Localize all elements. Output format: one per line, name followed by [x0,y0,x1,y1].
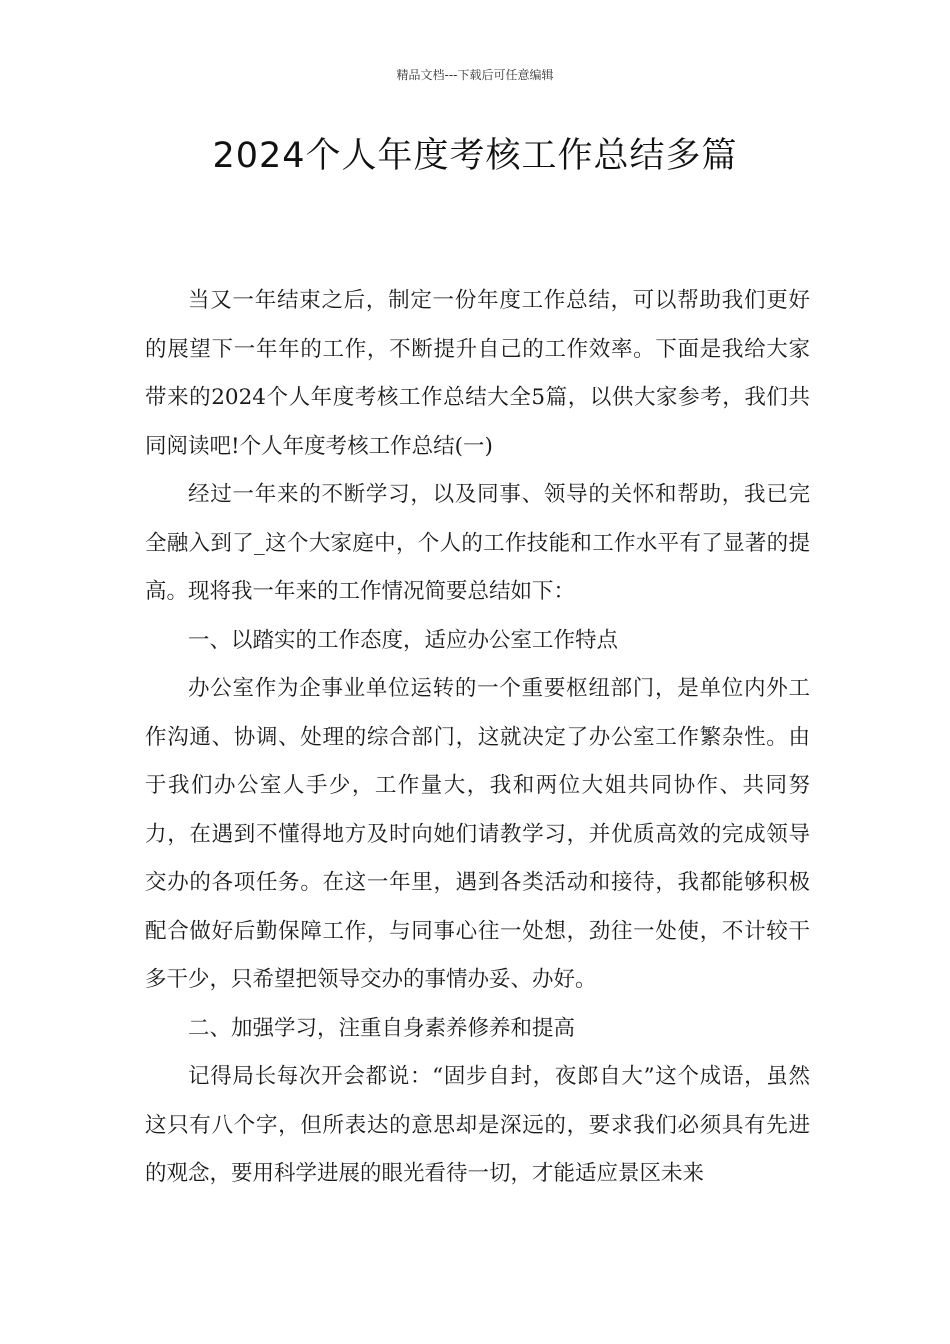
page-header-note: 精品文档---下载后可任意编辑 [396,68,554,82]
paragraph-learning: 记得局长每次开会都说：“固步自封，夜郎自大”这个成语，虽然这只有八个字，但所表达的意思却是深远的，要求我们必须具有先进的观念，要用科学进展的眼光看待一切，才能适应景区未来 [145,1064,810,1186]
paragraph-summary-opening: 经过一年来的不断学习，以及同事、领导的关怀和帮助，我已完全融入到了_这个大家庭中，个人的工作技能和工作水平有了显著的提高。现将我一年来的工作情况简要总结如下： [145,482,810,604]
document-body [145,277,810,1199]
paragraph-office-work: 办公室作为企事业单位运转的一个重要枢纽部门，是单位内外工作沟通、协调、处理的综合部门，这就决定了办公室工作繁杂性。由于我们办公室人手少，工作量大，我和两位大姐共同协作、共同努力，在遇到不懂得地方及时向她们请教学习，并优质高效的完成领导交办的各项任务。在这一年里，遇到各类活动和接待，我都能够积极配合做好后勤保障工作，与同事心往一处想，劲往一处使，不计较干多干少，只希望把领导交办的事情办妥、办好。 [145,676,810,992]
paragraph-intro: 当又一年结束之后，制定一份年度工作总结，可以帮助我们更好的展望下一年年的工作，不断提升自己的工作效率。下面是我给大家带来的2024个人年度考核工作总结大全5篇，以供大家参考，我们共同阅读吧!个人年度考核工作总结(一) [145,288,810,459]
section-heading-2: 二、加强学习，注重自身素养修养和提高 [188,1015,576,1041]
section-heading-1: 一、以踏实的工作态度，适应办公室工作特点 [188,627,619,653]
document-title: 2024个人年度考核工作总结多篇 [212,136,738,176]
